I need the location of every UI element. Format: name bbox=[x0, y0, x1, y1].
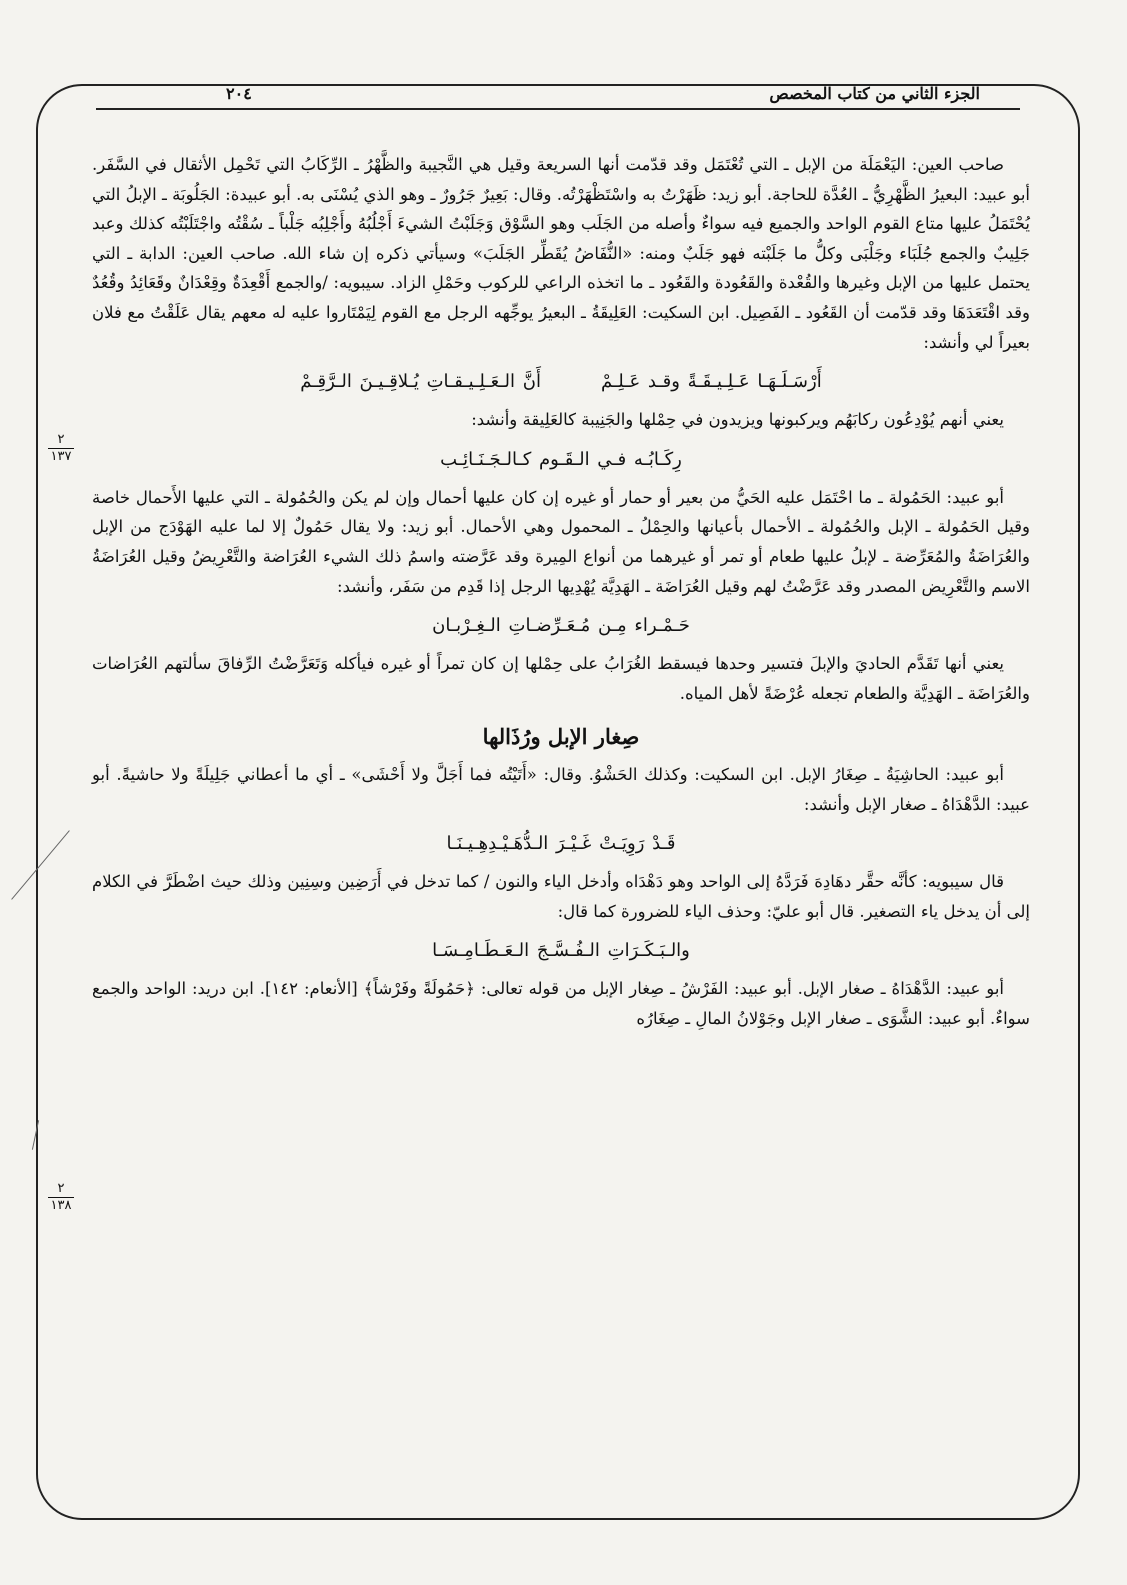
verse-hemistich: أَنَّ الـعَـلِـيـقـاتِ يُـلاقِـيـنَ الـرَّقِـمْ bbox=[300, 371, 541, 393]
margin-reference-137 bbox=[46, 433, 76, 464]
verse-line: والـبَـكَـرَاتِ الـفُـسَّـجَ الـعَـطَـامِـسَـا bbox=[432, 940, 690, 962]
paragraph: قال سيبويه: كأنَّه حقَّر دهَادِهَ فَرَدَّهُ إلى الواحد وهو دَهْدَاه وأدخل الياء والنون / كما تدخل في أَرَضِين وسِنِين وذلك حيث اضْطَرَّ في الكلام إلى أن يدخل ياء التصغير. قال أبو عليّ: وحذف الياء للضرورة كما قال: bbox=[92, 872, 1030, 921]
margin-reference-138 bbox=[46, 1182, 76, 1213]
paragraph: أبو عبيد: الحَمُولة ـ ما احْتَمَل عليه الحَيُّ من بعير أو حمار أو غيره إن كان عليها أحمال وإن لم يكن والحُمُولة ـ التي عليها الأَحمال خاصة وقيل الحَمُولة ـ الإبل والحُمُولة ـ الأحمال بأعيانها والحِمْلُ ـ المحمول وهي الأحمال. أبو زيد: ولا يقال حَمُولٌ إلا لما عليه الهَوْدَج من الإبل والعُرَاضَةُ والمُعَرِّضة ـ لإبلُ عليها طعام أو تمر أو غيرهما من أنواع المِيرة وقد عَرَّضته واسمُ ذلك الشيء العُرَاضة والتَّعْرِيضُ وقيل العُرَاضَةُ الاسم والتَّعْرِيض المصدر وقد عَرَّضْتُ لهم وقيل العُرَاضَة ـ الهَدِيَّة يُهْدِيها الرجل إذا قَدِم من سَفَر، وأنشد: bbox=[92, 487, 1030, 596]
verse-line bbox=[92, 367, 1030, 397]
verse-line: رِكَـابُـه فـي الـقَـوم كـالـجَـنَـائِـب bbox=[440, 448, 682, 470]
margin-ref-page: ١٣٨ bbox=[50, 1198, 72, 1213]
paragraph: يعني أنها تَقَدَّم الحاديَ والإبلَ فتسير وحدها فيسقط الغُرَابُ على حِمْلها إن كان تمراً أو غيره فيأكله وَتَعَرَّضْتُ الرِّفاقَ سألتهم العُرَاضات والعُرَاضَة ـ الهَدِيَّة والطعام تجعله عُرْضَةً لأهل المياه. bbox=[92, 654, 1030, 703]
margin-ref-volume: ٢ bbox=[57, 1181, 65, 1196]
verse-line: حَـمْـراء مِـن مُـعَـرِّضـاتِ الـغِـرْبـان bbox=[432, 615, 690, 637]
section-heading: صِغار الإبل ورُذَالها bbox=[482, 724, 640, 750]
page-header bbox=[36, 84, 1080, 110]
page-body bbox=[92, 150, 1030, 1033]
header-rule bbox=[96, 108, 1020, 110]
margin-ref-volume: ٢ bbox=[57, 432, 65, 447]
running-title: الجزء الثاني من كتاب المخصص bbox=[769, 84, 980, 103]
verse-line: قَـدْ رَوِيَـتْ غَـيْـرَ الـدُّهَـيْـدِهِـيـنَـا bbox=[446, 833, 676, 855]
margin-ref-page: ١٣٧ bbox=[50, 449, 72, 464]
paragraph: أبو عبيد: الدَّهْدَاهُ ـ صغار الإبل. أبو عبيد: الفَرْشُ ـ صِغار الإبل من قوله تعالى: ﴿حَمُولَةً وفَرْشاً﴾ [الأنعام: ١٤٢]. ابن دريد: الواحد والجمع سواءٌ. أبو عبيد: الشَّوَى ـ صغار الإبل وجَوْلانُ المالِ ـ صِغَارُه bbox=[92, 979, 1030, 1028]
paragraph: أبو عبيد: الحاشِيَةُ ـ صِغَارُ الإبل. ابن السكيت: وكذلك الحَشْوُ. وقال: «أَتَيْتُه فما أَجَلَّ ولا أَحْشَى» ـ أي ما أعطاني جَلِيلَةً ولا حاشيةً. أبو عبيد: الدَّهْدَاهُ ـ صغار الإبل وأنشد: bbox=[92, 764, 1030, 814]
paragraph: صاحب العين: اليَعْمَلَة من الإبل ـ التي تُعْتَمَل وقد قدّمت أنها السريعة وقيل هي النَّجيبة والظَّهْرُ ـ الرِّكَابُ التي تَحْمِل الأثقال في السَّفَر. أبو عبيد: البعيرُ الظَّهْرِيُّ ـ العُدَّة للحاجة. أبو زيد: ظَهَرْتُ به واسْتَظْهَرْتُه. وقال: بَعِيرٌ جَرُورٌ ـ وهو الذي يُسْنَى به. أبو عبيدة: الجَلُوبَة ـ الإبلُ التي يُحْتَمَلُ عليها متاع القوم الواحد والجميع فيه سواءٌ وأصله من الجَلَب وهو السَّوْق وَجَلَبْتُ الشيءَ أَجْلُبُهُ وأَجْلِبُه جَلْباً ـ سُقْتُه واجْتَلَبْتُه كذلك وعبد جَلِيبٌ والجمع جُلَبَاء وجَلْبَى وكلُّ ما جَلَبْته فهو جَلَبٌ ومنه: «النُّفَاضُ يُقَطِّر الجَلَبَ» وسيأتي ذكره إن شاء الله. صاحب العين: الدابة ـ التي يحتمل عليها من الإبل وغيرها والقُعْدة والقَعُودة والقَعُود ـ ما اتخذه الراعي للركوب وحَمْلِ الزاد. سيبويه: /والجمع أَقْعِدَةٌ وقِعْدَانٌ وقَعَائِدُ وقُعُدٌ وقد اقْتَعَدَهَا وقد قدّمت أن القَعُود ـ الفَصِيل. ابن السكيت: العَلِيقَةُ ـ البعيرُ يوجِّهه الرجل مع القوم لِيَمْتَاروا عليه له معهم يقال عَلَقْتُ مع فلان بعيراً لي وأنشد: bbox=[92, 155, 1030, 352]
paragraph: يعني أنهم يُوْدِعُون ركابَهُم ويركبونها ويزيدون في حِمْلها والجَنِيبة كالعَلِيقة وأنشد: bbox=[471, 410, 1004, 430]
page-number: ٢٠٤ bbox=[226, 84, 252, 103]
verse-hemistich: أَرْسَـلَـهَـا عَـلِـيـقَـةً وقـد عَـلِـمْ bbox=[600, 371, 822, 393]
